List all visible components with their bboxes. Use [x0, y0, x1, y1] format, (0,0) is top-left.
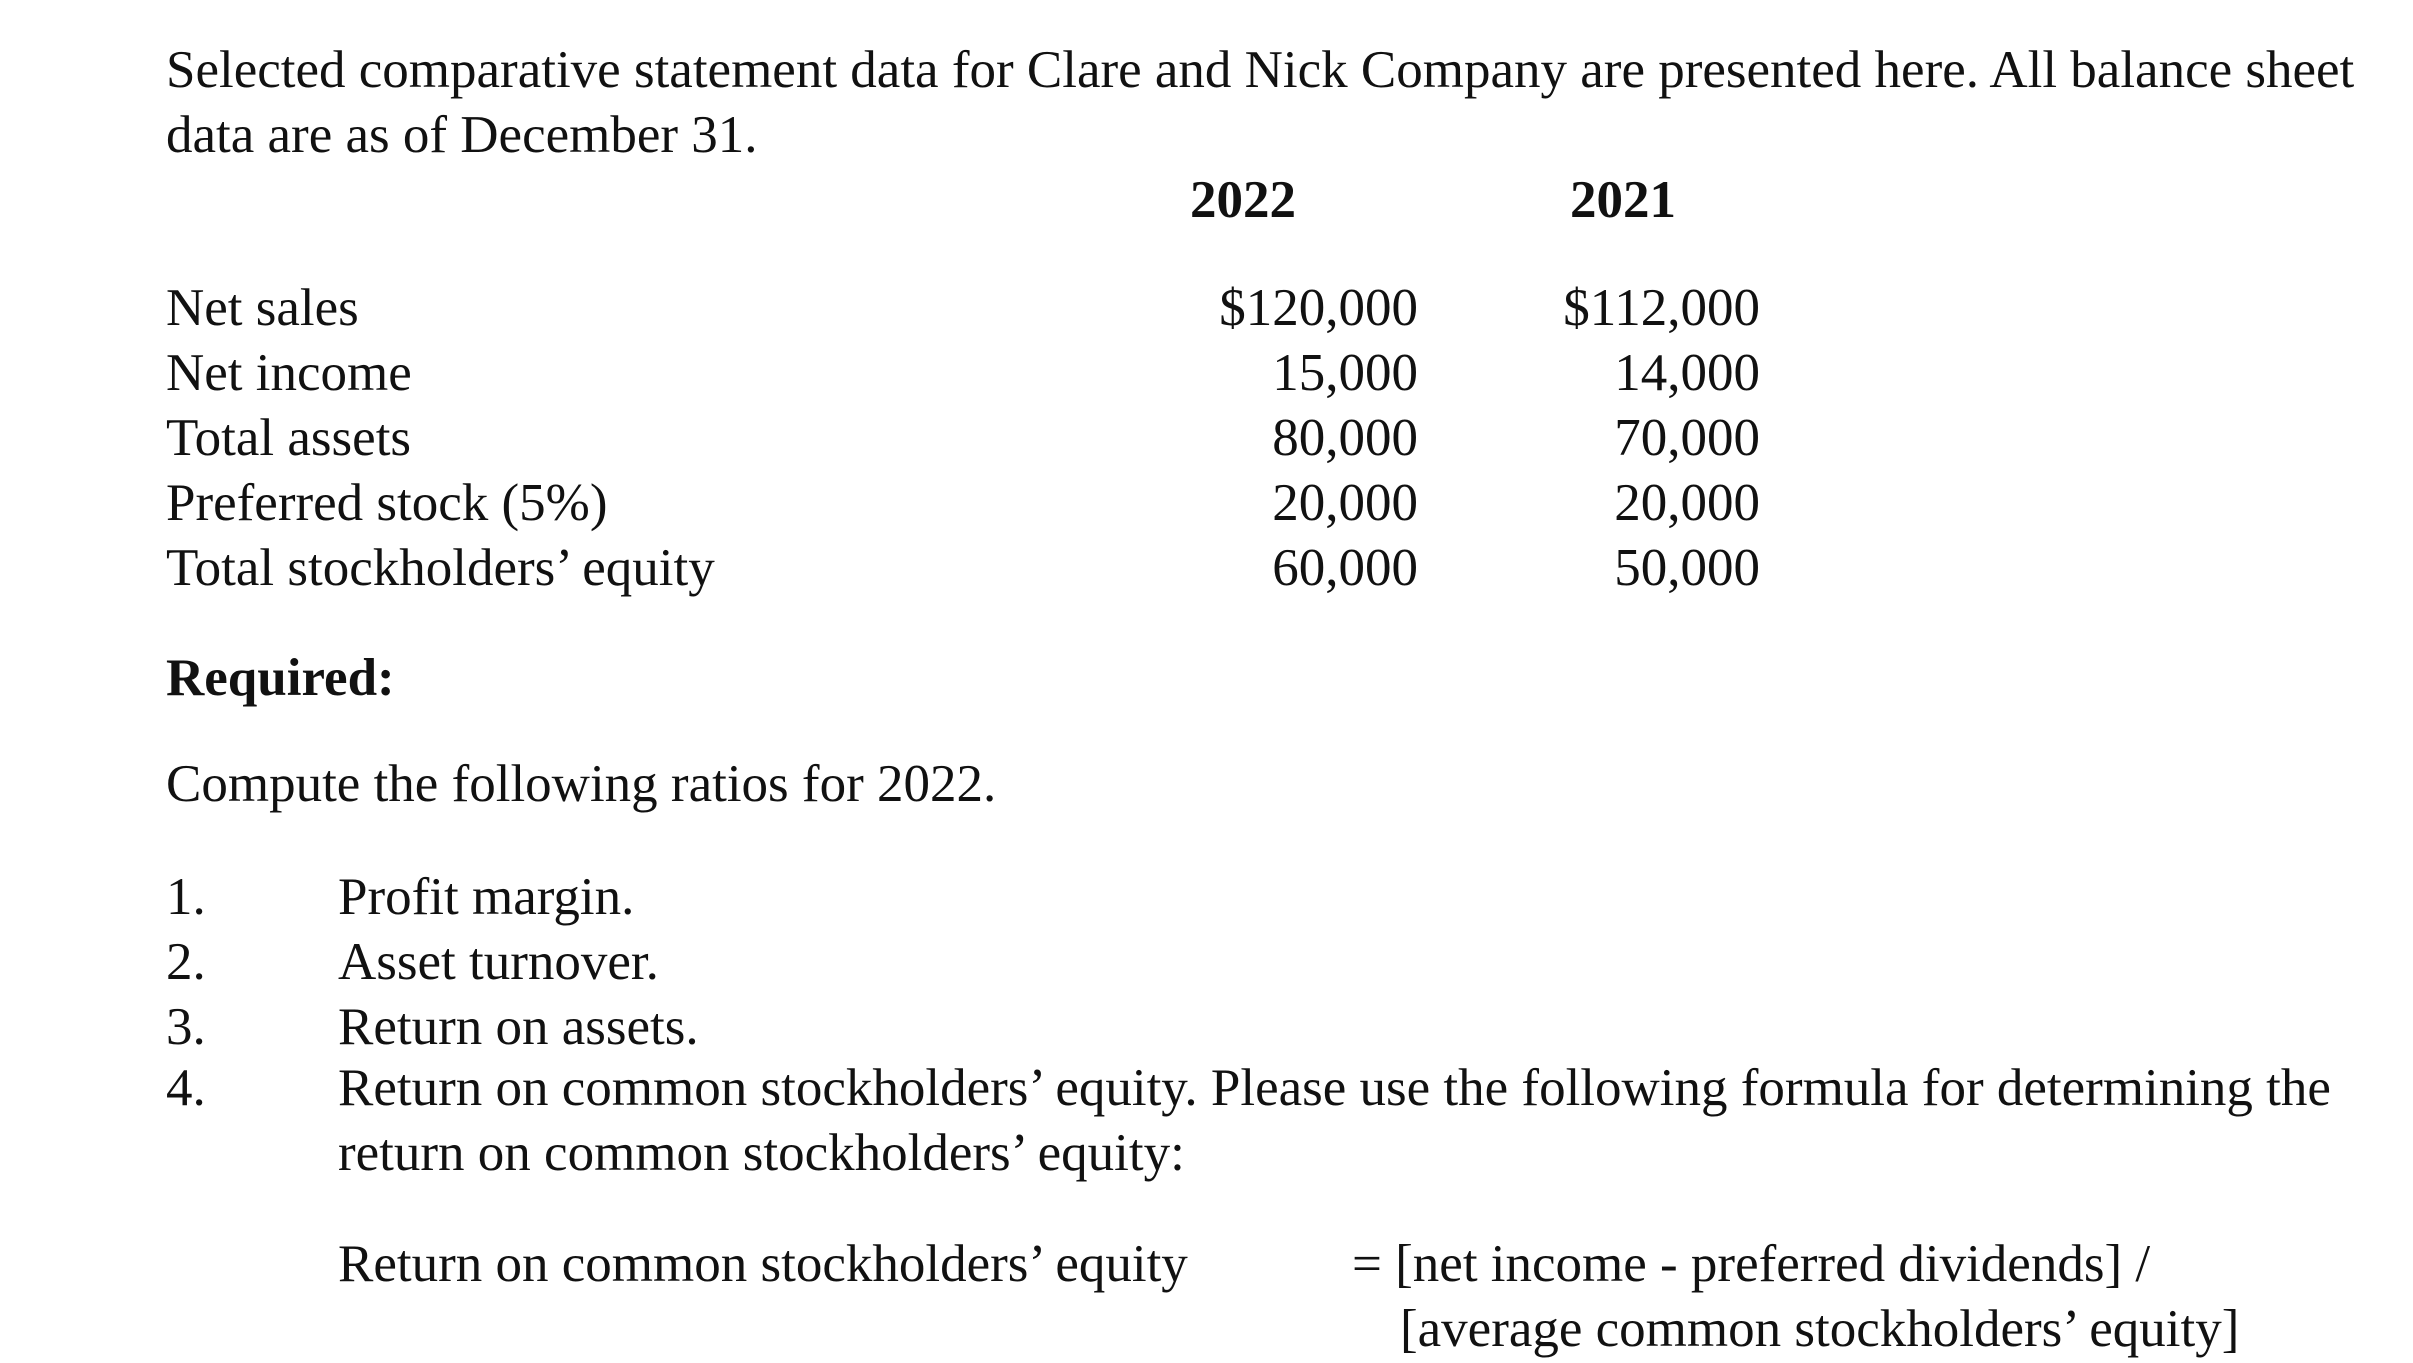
value-2022-net-sales: $120,000 [1219, 279, 1418, 337]
value-2022-total-stockholders-equity: 60,000 [1272, 539, 1418, 597]
row-label-total-assets: Total assets [166, 409, 412, 467]
intro-paragraph: Selected comparative statement data for Clare and Nick Company are presented here. All balance sheet data are as of December 31. [166, 41, 2355, 164]
required-heading: Required: [166, 649, 395, 707]
row-label-preferred-stock: Preferred stock (5%) [166, 474, 608, 532]
formula-label: Return on common stockholders’ equity [338, 1235, 1188, 1293]
row-label-total-stockholders-equity: Total stockholders’ equity [166, 539, 715, 597]
formula-expression-line2: [average common stockholders’ equity] [1400, 1300, 2240, 1358]
formula-expression-line1: = [net income - preferred dividends] / [1352, 1235, 2151, 1293]
item-number-1: 1. [166, 868, 206, 926]
row-label-net-income: Net income [166, 344, 412, 402]
value-2021-preferred-stock: 20,000 [1614, 474, 1760, 532]
value-2021-total-assets: 70,000 [1614, 409, 1760, 467]
value-2021-net-sales: $112,000 [1563, 279, 1760, 337]
value-2022-net-income: 15,000 [1272, 344, 1418, 402]
item-number-4: 4. [166, 1059, 206, 1117]
column-header-2021: 2021 [1570, 171, 1676, 229]
item-text-profit-margin: Profit margin. [338, 868, 635, 926]
item-number-3: 3. [166, 998, 206, 1056]
row-label-net-sales: Net sales [166, 279, 359, 337]
item-text-return-on-assets: Return on assets. [338, 998, 699, 1056]
value-2021-net-income: 14,000 [1614, 344, 1760, 402]
column-header-2022: 2022 [1190, 171, 1296, 229]
item-number-2: 2. [166, 933, 206, 991]
value-2022-preferred-stock: 20,000 [1272, 474, 1418, 532]
value-2022-total-assets: 80,000 [1272, 409, 1418, 467]
item-text-return-on-common-equity: Return on common stockholders’ equity. Please use the following formula for determining the return on common stockholders’ equity: [338, 1059, 2331, 1182]
value-2021-total-stockholders-equity: 50,000 [1614, 539, 1760, 597]
instruction-text: Compute the following ratios for 2022. [166, 755, 997, 813]
item-text-asset-turnover: Asset turnover. [338, 933, 659, 991]
